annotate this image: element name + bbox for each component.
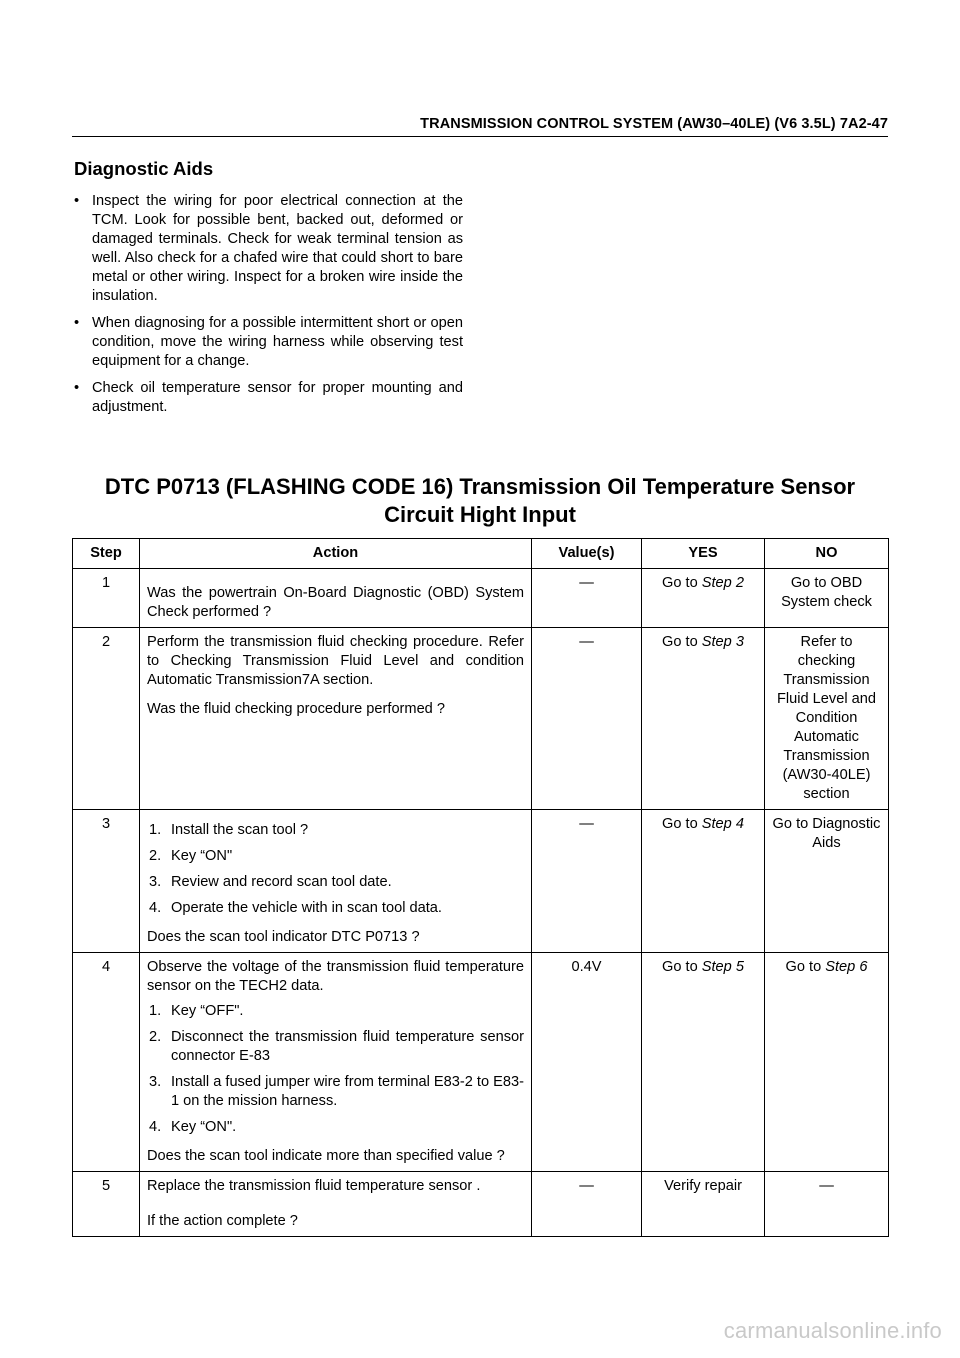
value-cell: 0.4V: [532, 953, 642, 1172]
no-cell: Go to OBD System check: [765, 569, 889, 628]
action-cell: 1. Install the scan tool ? 2. Key “ON" 3. Review and record scan tool date. 4. Operate the vehicle with in scan tool data. Does the scan tool indicator DTC P0713 ?: [140, 810, 532, 953]
list-item: • Inspect the wiring for poor electrical connection at the TCM. Look for possible bent, backed out, deformed or damaged terminals. Check for weak terminal tension as well. Also check for a chafed wire that could short to bare metal or other wiring. Inspect for a broken wire inside the insulation.: [74, 193, 463, 304]
list-item: 4. Key “ON".: [149, 1119, 237, 1135]
sub-steps: [147, 821, 524, 918]
table-row: [73, 953, 889, 1172]
table-row: [73, 810, 889, 953]
list-item: 1. Install the scan tool ?: [149, 822, 309, 838]
value-cell: —: [532, 628, 642, 810]
list-item: 1. Key “OFF".: [149, 1003, 244, 1019]
list-item: 2. Key “ON": [149, 848, 233, 864]
action-cell: Replace the transmission fluid temperature sensor . If the action complete ?: [140, 1172, 532, 1237]
yes-cell: Go to Step 4: [642, 810, 765, 953]
diagnostic-aids-title: Diagnostic Aids: [74, 158, 214, 179]
header-step: Step: [73, 539, 140, 569]
value-cell: —: [532, 810, 642, 953]
header-rule: [72, 136, 888, 137]
table-row: [73, 1172, 889, 1237]
step-number: 1: [73, 569, 140, 628]
list-item: 3. Review and record scan tool date.: [149, 874, 392, 890]
action-cell: Observe the voltage of the transmission fluid temperature sensor on the TECH2 data. 1. Key “OFF". 2. Disconnect the transmission fluid temperature sensor connector E-83 3. Install a fused jumper wire from terminal E83-2 to E83-1 on the mission harness. 4. Key “ON". Does the scan tool indicate more than specified value ?: [140, 953, 532, 1172]
diagnostic-aids-list: [74, 192, 463, 425]
yes-cell: Go to Step 5: [642, 953, 765, 1172]
header-yes: YES: [642, 539, 765, 569]
action-cell: Was the powertrain On-Board Diagnostic (OBD) System Check performed ?: [140, 569, 532, 628]
no-cell: Refer to checking Transmission Fluid Level and Condition Automatic Transmission (AW30-40LE) section: [765, 628, 889, 810]
sub-steps: [147, 1002, 524, 1137]
diagnostic-table: [72, 538, 889, 1237]
header-no: NO: [765, 539, 889, 569]
no-cell: Go to Diagnostic Aids: [765, 810, 889, 953]
step-number: 5: [73, 1172, 140, 1237]
table-row: [73, 569, 889, 628]
watermark: carmanualsonline.info: [723, 1318, 942, 1343]
list-item: • When diagnosing for a possible intermittent short or open condition, move the wiring harness while observing test equipment for a change.: [74, 315, 463, 369]
yes-cell: Go to Step 2: [642, 569, 765, 628]
value-cell: —: [532, 1172, 642, 1237]
table-row: [73, 628, 889, 810]
header-action: Action: [140, 539, 532, 569]
no-cell: —: [765, 1172, 889, 1237]
list-item: • Check oil temperature sensor for proper mounting and adjustment.: [74, 380, 463, 415]
header-values: Value(s): [532, 539, 642, 569]
step-number: 3: [73, 810, 140, 953]
action-cell: Perform the transmission fluid checking procedure. Refer to Checking Transmission Fluid Level and condition Automatic Transmission7A section. Was the fluid checking procedure performed ?: [140, 628, 532, 810]
value-cell: —: [532, 569, 642, 628]
yes-cell: Go to Step 3: [642, 628, 765, 810]
list-item: 2. Disconnect the transmission fluid temperature sensor connector E-83: [149, 1029, 524, 1064]
dtc-title: DTC P0713 (FLASHING CODE 16) Transmission Oil Temperature Sensor Circuit Hight Input: [104, 474, 856, 527]
table-header-row: [73, 539, 889, 569]
bullet-icon: •: [74, 380, 80, 396]
list-item: 3. Install a fused jumper wire from terminal E83-2 to E83-1 on the mission harness.: [149, 1074, 524, 1109]
yes-cell: Verify repair: [642, 1172, 765, 1237]
page-header: TRANSMISSION CONTROL SYSTEM (AW30–40LE) (V6 3.5L) 7A2-47: [420, 116, 888, 132]
bullet-icon: •: [74, 193, 80, 209]
list-item: 4. Operate the vehicle with in scan tool data.: [149, 900, 442, 916]
no-cell: Go to Step 6: [765, 953, 889, 1172]
step-number: 4: [73, 953, 140, 1172]
step-number: 2: [73, 628, 140, 810]
bullet-icon: •: [74, 315, 80, 331]
